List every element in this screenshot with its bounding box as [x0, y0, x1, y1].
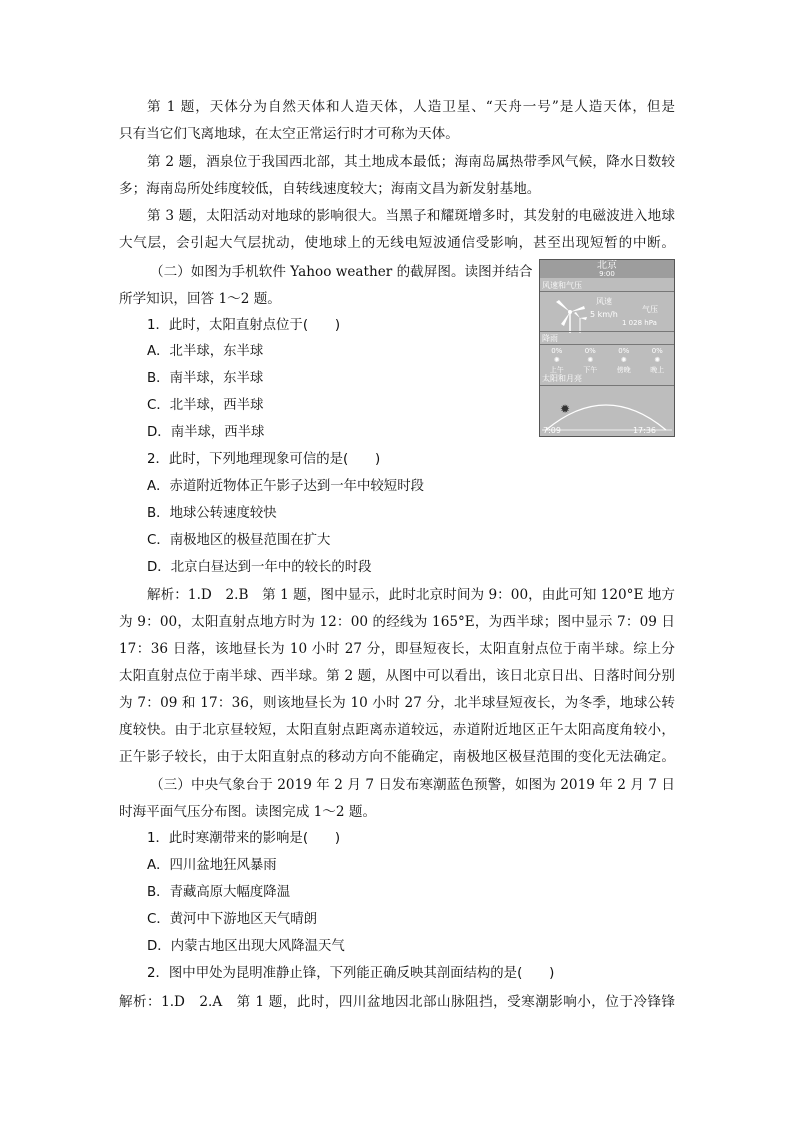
wind-pressure-title: 风速和气压 — [542, 281, 582, 290]
divider — [540, 291, 674, 292]
precip-value: 0% — [551, 347, 563, 355]
precip-value: 0% — [584, 347, 596, 355]
q2-option-c: C．南极地区的极昼范围在扩大 — [147, 533, 331, 548]
divider — [540, 344, 674, 345]
para-2-line-1: 第 2 题，酒泉位于我国西北部，其土地成本最低；海南岛属热带季风气候，降水日数较 — [147, 154, 675, 170]
para-1-line-2: 只有当它们飞离地球，在太空正常运行时才可称为天体。 — [119, 126, 459, 142]
weather-app-figure — [539, 259, 675, 437]
section-2-intro-line-2: 所学知识，回答 1～2 题。 — [119, 291, 281, 307]
sun-moon-title: 太阳和月亮 — [542, 374, 582, 383]
sunrise-time: 7:09 — [543, 426, 561, 435]
sun-icon: ✹ — [560, 402, 571, 416]
answer-1-line-4: 太阳直射点位于南半球、西半球。第 2 题，从图中可以看出，该日北京日出、日落时间分别 — [119, 668, 675, 684]
answer-1-line-1: 解析：1.D 2.B 第 1 题，图中显示，此时北京时间为 9：00，由此可知 120°E 地方 — [147, 587, 675, 603]
precipitation-values — [540, 347, 674, 355]
pressure-label: 气压 — [642, 305, 658, 314]
raindrop-icon: ✺ — [620, 356, 627, 364]
q3-option-b: B．青藏高原大幅度降温 — [147, 885, 291, 900]
precip-value: 0% — [618, 347, 630, 355]
divider — [540, 331, 674, 332]
city-name: 北京 — [597, 260, 617, 271]
answer-1-line-7: 正午影子较长，由于太阳直射点的移动方向不能确定，南极地区极昼范围的变化无法确定。 — [119, 749, 675, 765]
precipitation-title: 降雨 — [542, 334, 558, 343]
q3-option-a: A．四川盆地狂风暴雨 — [147, 858, 277, 873]
pressure-value: 1 028 hPa — [622, 319, 657, 327]
para-1-line-1: 第 1 题，天体分为自然天体和人造天体，人造卫星、“天舟一号”是人造天体，但是 — [147, 99, 675, 115]
answer-1-line-2: 为 9：00，太阳直射点地方时为 12：00 的经线为 165°E，为西半球；图中显示 7：09 日 — [119, 614, 675, 630]
raindrop-icon: ✺ — [553, 356, 560, 364]
q2-option-b: B．地球公转速度较快 — [147, 506, 277, 521]
wind-speed: 5 km/h — [590, 310, 618, 319]
weather-header — [540, 260, 674, 278]
section-3-intro-line-1: （三）中央气象台于 2019 年 2 月 7 日发布寒潮蓝色预警，如图为 2019 年 2 月 7 日 — [150, 777, 675, 793]
para-3-line-1: 第 3 题，太阳活动对地球的影响很大。当黑子和耀斑增多时，其发射的电磁波进入地球 — [147, 208, 675, 224]
answer-1-line-3: 17：36 日落，该地昼长为 10 小时 27 分，即昼短夜长，太阳直射点位于南半球。综上分 — [119, 641, 675, 657]
raindrop-icon: ✺ — [654, 356, 661, 364]
question-1: 1．此时，太阳直射点位于( ) — [147, 318, 341, 333]
precip-value: 0% — [651, 347, 663, 355]
period-label: 晚上 — [650, 366, 665, 374]
sunset-time: 17:36 — [632, 426, 656, 435]
q3-option-d: D．内蒙古地区出现大风降温天气 — [147, 939, 345, 954]
period-label: 上午 — [549, 366, 564, 374]
q1-option-d: D．南半球，西半球 — [147, 425, 265, 440]
para-3-line-2: 大气层，会引起大气层扰动，使地球上的无线电短波通信受影响，甚至出现短暂的中断。 — [119, 235, 675, 251]
precipitation-icons — [540, 356, 674, 364]
q2-option-d: D．北京白昼达到一年中的较长的时段 — [147, 560, 372, 575]
current-time: 9:00 — [599, 270, 615, 278]
answer-1-line-6: 度较快。由于北京昼较短，太阳直射点距离赤道较远，赤道附近地区正午太阳高度角较小， — [119, 722, 675, 738]
windmill-icon — [550, 296, 590, 334]
answer-1-line-5: 为 7：09 和 17：36，则该地昼长为 10 小时 27 分，北半球昼短夜长，为冬季，地球公转 — [119, 695, 675, 711]
q3-option-c: C．黄河中下游地区天气晴朗 — [147, 912, 318, 927]
q2-option-a: A．赤道附近物体正午影子达到一年中较短时段 — [147, 479, 424, 494]
q1-option-a: A．北半球，东半球 — [147, 344, 264, 359]
answer-2-line-1: 解析：1.D 2.A 第 1 题，此时，四川盆地因北部山脉阻挡，受寒潮影响小，位于冷锋锋 — [119, 994, 675, 1010]
question-4: 2．图中甲处为昆明准静止锋，下列能正确反映其剖面结构的是( ) — [147, 966, 555, 981]
raindrop-icon: ✺ — [587, 356, 594, 364]
para-2-line-2: 多；海南岛所处纬度较低，自转线速度较大；海南文昌为新发射基地。 — [119, 181, 541, 197]
question-2: 2．此时，下列地理现象可信的是( ) — [147, 452, 381, 467]
section-3-intro-line-2: 时海平面气压分布图。读图完成 1～2 题。 — [119, 804, 377, 820]
section-2-intro-line-1: （二）如图为手机软件 Yahoo weather 的截屏图。读图并结合 — [150, 264, 533, 280]
q1-option-c: C．北半球，西半球 — [147, 398, 264, 413]
question-3: 1．此时寒潮带来的影响是( ) — [147, 831, 341, 846]
q1-option-b: B．南半球，东半球 — [147, 371, 264, 386]
wind-label: 风速 — [596, 297, 612, 306]
period-label: 下午 — [583, 366, 598, 374]
period-label: 傍晚 — [616, 366, 631, 374]
